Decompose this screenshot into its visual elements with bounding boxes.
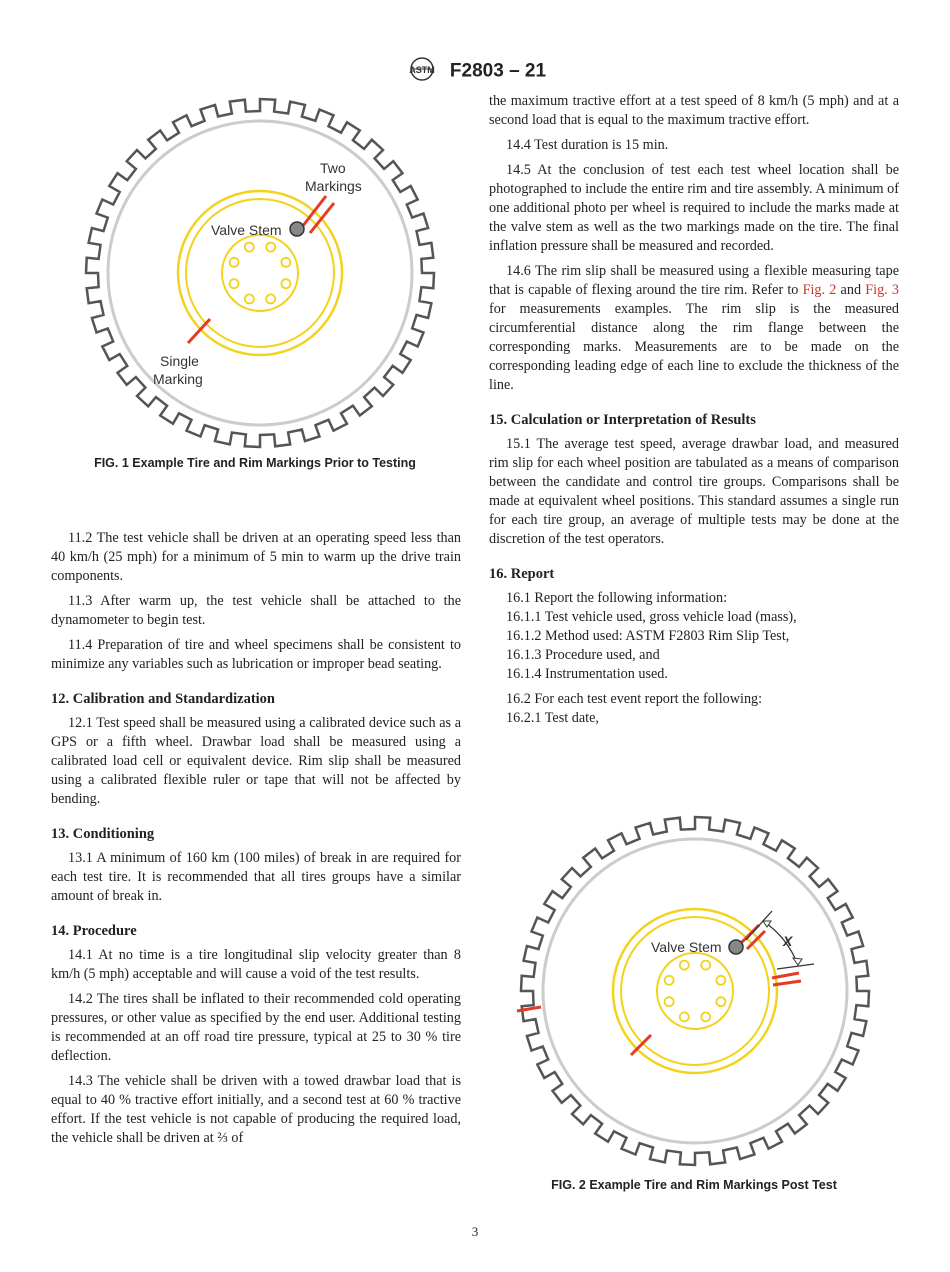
para-13-1: 13.1 A minimum of 160 km (100 miles) of break in are required for each test tire. It is recommended that all tires groups have a similar amount of break in. [51, 850, 461, 904]
lug-bolt [245, 243, 254, 252]
lug-bolt [716, 976, 725, 985]
para-14-5: 14.5 At the conclusion of test each test wheel location shall be photographed to include the entire rim and tire assembly. A minimum of one additional photo per wheel is required to include the marks made at the valve stem as well as the two markings made on the tire. The final inflation pressure shall be measured and recorded. [489, 162, 899, 254]
valve-stem-icon [290, 222, 304, 236]
lug-bolts [230, 243, 291, 304]
figure-2-caption: FIG. 2 Example Tire and Rim Markings Post Test [551, 1178, 837, 1192]
valve-stem-icon [729, 940, 743, 954]
label-markings: Markings [305, 178, 362, 194]
lug-bolt [701, 961, 710, 970]
lug-bolt [245, 294, 254, 303]
para-14-6-text-a: 14.6 The rim slip shall be measured using a flexible measuring tape that is capable of flexing around the tire rim. Refer to [489, 263, 899, 298]
tire-tread [86, 99, 434, 447]
para-12-1: 12.1 Test speed shall be measured using a calibrated device such as a GPS or a fifth wheel. Drawbar load shall be measured using a calibrated load cell or equivalent device. Rim slip shall be measured using a calibrated flexible ruler or tape that will not be affected by bending. [51, 715, 461, 807]
section-12-heading: 12. Calibration and Standardization [51, 691, 275, 707]
lug-bolt [680, 961, 689, 970]
wheel-hub [222, 235, 298, 311]
lug-bolt [665, 976, 674, 985]
arrow-head-icon [793, 958, 802, 965]
two-markings-line-2 [310, 203, 334, 233]
wheel-hub [657, 953, 733, 1029]
lug-bolt [230, 279, 239, 288]
figure-2-tire-diagram [515, 813, 875, 1173]
left-column [51, 529, 461, 1154]
para-16-2: 16.2 For each test event report the following: [506, 691, 763, 707]
tire-tread-outline [521, 817, 869, 1165]
para-16-1-4: 16.1.4 Instrumentation used. [506, 666, 668, 682]
lug-bolt [701, 1012, 710, 1021]
para-16-2-1: 16.2.1 Test date, [506, 710, 599, 726]
para-14-6-text-c: for measurements examples. The rim slip is the measured circumferential distance along the rim flange between the corresponding marks. Measurements are to be made on the corresponding leading edge of each line to exclude the thickness of the line. [489, 301, 899, 393]
tire-inner-wall [543, 839, 847, 1143]
single-tire-mark-line [517, 1007, 541, 1011]
report-event-list [489, 690, 899, 728]
section-16-heading: 16. Report [489, 566, 555, 582]
lug-bolt [266, 294, 275, 303]
label-two: Two [320, 160, 346, 176]
para-16-1: 16.1 Report the following information: [506, 590, 728, 606]
para-16-1-1: 16.1.1 Test vehicle used, gross vehicle load (mass), [506, 609, 797, 625]
lug-bolt [665, 997, 674, 1006]
para-14-6 [489, 262, 899, 395]
report-list [489, 589, 899, 684]
fig-3-link[interactable]: Fig. 3 [865, 282, 899, 298]
right-column [489, 92, 899, 728]
section-13-heading: 13. Conditioning [51, 826, 155, 842]
rim-outer [178, 191, 342, 355]
section-15-heading: 15. Calculation or Interpretation of Results [489, 412, 756, 428]
tire-tread-outline [86, 99, 434, 447]
lug-bolt [281, 279, 290, 288]
section-14-heading: 14. Procedure [51, 923, 137, 939]
lug-bolt [680, 1012, 689, 1021]
astm-logo-icon [404, 56, 440, 87]
page-header [0, 56, 950, 87]
page-number: 3 [471, 1224, 479, 1239]
fig-2-link[interactable]: Fig. 2 [802, 282, 837, 298]
label-marking: Marking [153, 371, 203, 387]
para-15-1: 15.1 The average test speed, average drawbar load, and measured rim slip for each wheel position are tabulated as a means of comparison between the candidate and control tire groups. Comparisons shall be made at equivalent wheel positions. This standard assumes a single run for each tire group, an average of multiple tests may be done at the discretion of the test operators. [489, 436, 899, 547]
para-11-4: 11.4 Preparation of tire and wheel specimens shall be consistent to minimize any variables such as lubrication or improper bead seating. [51, 637, 461, 672]
tire-tread [521, 817, 869, 1165]
label-x: X [783, 933, 793, 949]
para-16-1-3: 16.1.3 Procedure used, and [506, 647, 660, 663]
lug-bolts [665, 961, 726, 1022]
para-14-3-continued: the maximum tractive effort at a test speed of 8 km/h (5 mph) and at a second load that is equal to the maximum tractive effort. [489, 93, 899, 128]
svg-text:ASTM: ASTM [409, 65, 435, 75]
label-single: Single [160, 353, 199, 369]
lug-bolt [266, 243, 275, 252]
para-14-1: 14.1 At no time is a tire longitudinal slip velocity greater than 8 km/h (5 mph) acceptable and will cause a void of the test results. [51, 947, 461, 982]
figure-1-caption: FIG. 1 Example Tire and Rim Markings Prior to Testing [94, 456, 416, 470]
para-11-2: 11.2 The test vehicle shall be driven at an operating speed less than 40 km/h (25 mph) for a minimum of 5 min to warm up the drive train components. [51, 530, 461, 584]
single-marking-line [188, 319, 210, 343]
label-valve-stem: Valve Stem [651, 939, 722, 955]
lug-bolt [230, 258, 239, 267]
lug-bolt [281, 258, 290, 267]
lug-bolt [716, 997, 725, 1006]
para-14-2: 14.2 The tires shall be inflated to their recommended cold operating pressures, or other value as specified by the end user. Additional testing is recommended at an off road tire pressure, typical at 25 to 30 % tire deflection. [51, 991, 461, 1064]
label-valve-stem: Valve Stem [211, 222, 282, 238]
para-14-4: 14.4 Test duration is 15 min. [506, 137, 669, 153]
para-11-3: 11.3 After warm up, the test vehicle shall be attached to the dynamometer to begin test. [51, 593, 461, 628]
para-14-3: 14.3 The vehicle shall be driven with a towed drawbar load that is equal to 40 % tractive effort initially, and a second test at 60 % tractive effort. If the test vehicle is not capable of producing the required load, the vehicle shall be driven at ⅔ of [51, 1073, 461, 1146]
document-designation: F2803 – 21 [449, 60, 547, 82]
measure-extension-2 [777, 964, 814, 969]
para-14-6-text-b: and [836, 282, 866, 298]
para-16-1-2: 16.1.2 Method used: ASTM F2803 Rim Slip Test, [506, 628, 790, 644]
figure-1-tire-diagram [80, 95, 440, 455]
